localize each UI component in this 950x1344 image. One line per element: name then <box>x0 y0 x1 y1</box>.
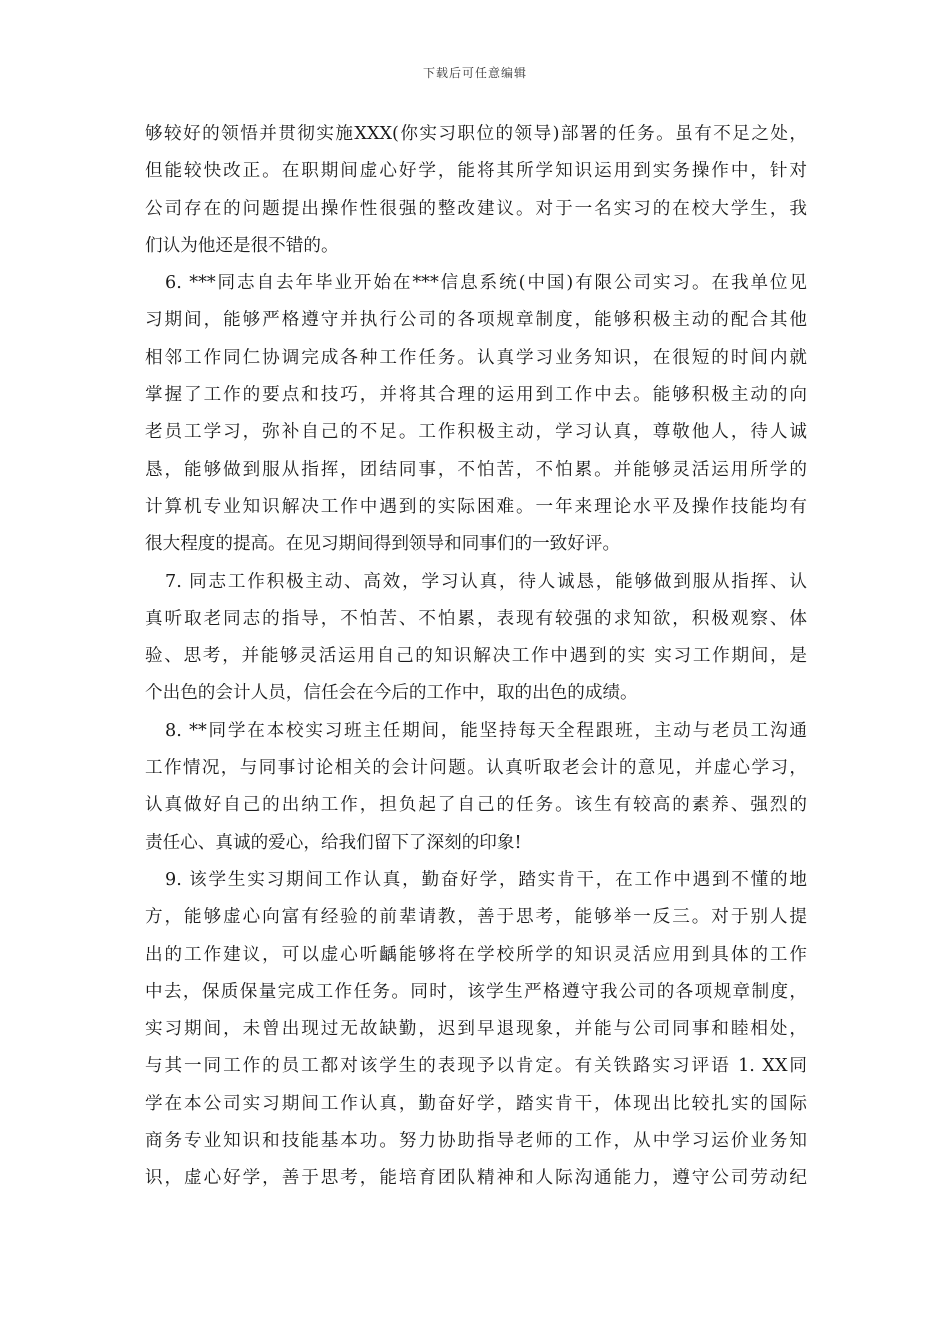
text-line: 掌握了工作的要点和技巧，并将其合理的运用到工作中去。能够积极主动的向 <box>145 385 807 406</box>
text-line: 与其一同工作的员工都对该学生的表现予以肯定。有关铁路实习评语 1. XX同 <box>145 1056 807 1077</box>
text-line: 出的工作建议，可以虚心听齲能够将在学校所学的知识灵活应用到具体的工作 <box>145 944 807 965</box>
text-line: 方，能够虚心向富有经验的前辈请教，善于思考，能够举一反三。对于别人提 <box>145 907 807 928</box>
text-line: 责任心、真诚的爱心，给我们留下了深刻的印象! <box>145 832 522 853</box>
text-line: 真听取老同志的指导，不怕苦、不怕累，表现有较强的求知欲，积极观察、体 <box>145 608 807 629</box>
page-header: 下载后可任意编辑 <box>422 66 527 80</box>
text-line: 7. 同志工作积极主动、高效，学习认真，待人诚恳，能够做到服从指挥、认 <box>165 571 807 592</box>
text-line: 够较好的领悟并贯彻实施XXX(你实习职位的领导)部署的任务。虽有不足之处， <box>145 124 807 144</box>
text-line: 们认为他还是很不错的。 <box>145 235 339 256</box>
text-line: 学在本公司实习期间工作认真，勤奋好学，踏实肯干，体现出比较扎实的国际 <box>145 1093 807 1114</box>
text-line: 公司存在的问题提出操作性很强的整改建议。对于一名实习的在校大学生，我 <box>145 198 807 219</box>
text-line: 识，虚心好学，善于思考，能培育团队精神和人际沟通能力，遵守公司劳动纪 <box>145 1168 807 1189</box>
text-line: 恳，能够做到服从指挥，团结同事，不怕苦，不怕累。并能够灵活运用所学的 <box>145 459 807 480</box>
text-line: 实习期间，未曾出现过无故缺勤，迟到早退现象，并能与公司同事和睦相处， <box>145 1019 807 1040</box>
text-line: 但能较快改正。在职期间虚心好学，能将其所学知识运用到实务操作中，针对 <box>145 161 807 182</box>
text-line: 相邻工作同仁协调完成各种工作任务。认真学习业务知识，在很短的时间内就 <box>145 347 807 368</box>
text-line: 老员工学习，弥补自己的不足。工作积极主动，学习认真，尊敬他人，待人诚 <box>145 422 807 443</box>
text-line: 商务专业知识和技能基本功。努力协助指导老师的工作，从中学习运价业务知 <box>145 1131 807 1152</box>
document-body <box>145 116 807 1198</box>
text-line: 验、思考，并能够灵活运用自己的知识解决工作中遇到的实 实习工作期间，是 <box>145 646 807 667</box>
text-line: 很大程度的提高。在见习期间得到领导和同事们的一致好评。 <box>145 534 621 555</box>
text-line: 中去，保质保量完成工作任务。同时，该学生严格遵守我公司的各项规章制度， <box>145 981 807 1002</box>
text-line: 9. 该学生实习期间工作认真，勤奋好学，踏实肯干，在工作中遇到不懂的地 <box>165 869 807 890</box>
text-line: 8. **同学在本校实习班主任期间，能坚持每天全程跟班，主动与老员工沟通 <box>165 720 807 741</box>
text-line: 认真做好自己的出纳工作，担负起了自己的任务。该生有较高的素养、强烈的 <box>145 795 807 816</box>
text-line: 个出色的会计人员，信任会在今后的工作中，取的出色的成绩。 <box>145 683 638 704</box>
text-line: 习期间，能够严格遵守并执行公司的各项规章制度，能够积极主动的配合其他 <box>145 310 807 331</box>
text-line: 工作情况，与同事讨论相关的会计问题。认真听取老会计的意见，并虚心学习， <box>145 758 807 779</box>
text-line: 6. ***同志自去年毕业开始在***信息系统(中国)有限公司实习。在我单位见 <box>165 273 807 294</box>
text-line: 计算机专业知识解决工作中遇到的实际困难。一年来理论水平及操作技能均有 <box>145 496 807 517</box>
